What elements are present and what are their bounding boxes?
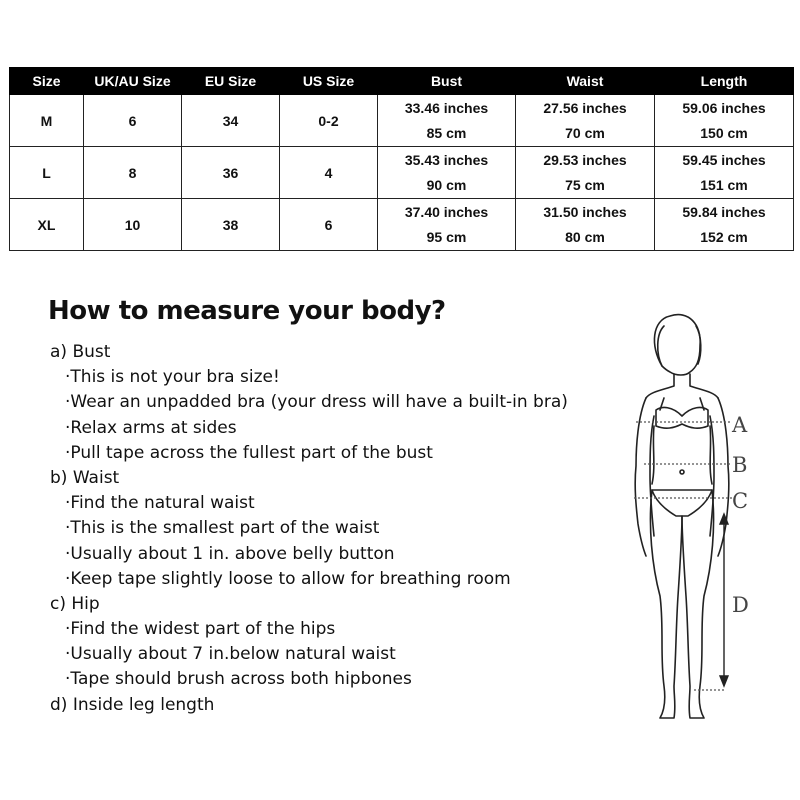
- label-c: C: [732, 489, 749, 513]
- header-length: Length: [655, 68, 794, 95]
- briefs-outline: [652, 490, 712, 516]
- cell-eu-size: 38: [182, 199, 280, 251]
- header-size: Size: [10, 68, 84, 95]
- bust-cm: 90 cm: [426, 176, 467, 193]
- cell-us-size: 4: [280, 147, 378, 199]
- length-cm: 150 cm: [700, 124, 748, 141]
- length-cm: 151 cm: [700, 176, 748, 193]
- cell-us-size: 0-2: [280, 95, 378, 147]
- cell-bust: [378, 199, 516, 251]
- cell-eu-size: 36: [182, 147, 280, 199]
- label-d: D: [732, 593, 749, 617]
- instruction-item: ·Find the widest part of the hips: [65, 619, 336, 640]
- table-row: [10, 199, 794, 251]
- table-header-row: [10, 68, 794, 95]
- header-us-size: US Size: [280, 68, 378, 95]
- bust-inches: 35.43 inches: [404, 151, 489, 168]
- cell-bust: [378, 95, 516, 147]
- body-measurement-figure: [590, 306, 790, 726]
- waist-cm: 80 cm: [565, 228, 605, 245]
- cell-uk-size: 8: [84, 147, 182, 199]
- section-heading-waist: b) Waist: [50, 467, 120, 488]
- cell-length: [655, 199, 794, 251]
- waist-cm: 75 cm: [565, 176, 605, 193]
- cell-uk-size: 10: [84, 199, 182, 251]
- instruction-item: ·Usually about 7 in.below natural waist: [65, 644, 396, 665]
- instruction-item: ·Pull tape across the fullest part of the bust: [65, 442, 433, 463]
- section-heading-bust: a) Bust: [50, 342, 111, 362]
- instruction-item: ·Tape should brush across both hipbones: [65, 669, 412, 690]
- header-bust: Bust: [378, 68, 516, 95]
- cell-size: XL: [10, 199, 84, 251]
- cell-size: M: [10, 95, 84, 147]
- cell-length: [655, 147, 794, 199]
- header-waist: Waist: [516, 68, 655, 95]
- cell-eu-size: 34: [182, 95, 280, 147]
- length-inches: 59.06 inches: [682, 99, 766, 116]
- length-inches: 59.45 inches: [682, 151, 766, 168]
- instruction-item: ·This is the smallest part of the waist: [65, 518, 380, 539]
- length-inches: 59.84 inches: [682, 203, 766, 220]
- instruction-item: ·Wear an unpadded bra (your dress will have a built-in bra): [65, 392, 568, 413]
- size-chart-table: [9, 67, 794, 251]
- measure-guide-title: How to measure your body?: [48, 296, 446, 326]
- table-row: [10, 95, 794, 147]
- label-a: A: [732, 413, 748, 437]
- bust-inches: 37.40 inches: [404, 203, 489, 220]
- waist-inches: 31.50 inches: [543, 203, 627, 220]
- section-heading-inside-leg: d) Inside leg length: [50, 694, 215, 715]
- instruction-item: ·Usually about 1 in. above belly button: [65, 543, 395, 564]
- waist-inches: 27.56 inches: [543, 99, 627, 116]
- section-heading-hip: c) Hip: [50, 593, 100, 614]
- waist-inches: 29.53 inches: [543, 151, 627, 168]
- waist-cm: 70 cm: [565, 124, 605, 141]
- bra-outline: [656, 408, 708, 429]
- right-leg: [682, 490, 714, 718]
- hair-outline: [658, 326, 701, 366]
- header-uk-au-size: UK/AU Size: [84, 68, 182, 95]
- bust-inches: 33.46 inches: [404, 99, 489, 116]
- bust-cm: 95 cm: [426, 228, 467, 245]
- cell-waist: [516, 95, 655, 147]
- header-eu-size: EU Size: [182, 68, 280, 95]
- instruction-item: ·Find the natural waist: [65, 493, 255, 514]
- cell-size: L: [10, 147, 84, 199]
- cell-uk-size: 6: [84, 95, 182, 147]
- measure-instructions: [50, 340, 568, 718]
- instruction-item: ·Keep tape slightly loose to allow for breathing room: [65, 568, 511, 589]
- cell-length: [655, 95, 794, 147]
- label-b: B: [732, 453, 748, 477]
- neck-shoulders: [646, 374, 718, 398]
- left-leg: [650, 490, 682, 718]
- cell-waist: [516, 199, 655, 251]
- table-row: [10, 147, 794, 199]
- instruction-item: ·This is not your bra size!: [65, 367, 280, 388]
- length-cm: 152 cm: [700, 228, 748, 245]
- cell-bust: [378, 147, 516, 199]
- instruction-item: ·Relax arms at sides: [65, 417, 237, 438]
- cell-waist: [516, 147, 655, 199]
- cell-us-size: 6: [280, 199, 378, 251]
- torso-outline: [652, 426, 712, 484]
- bust-cm: 85 cm: [426, 124, 467, 141]
